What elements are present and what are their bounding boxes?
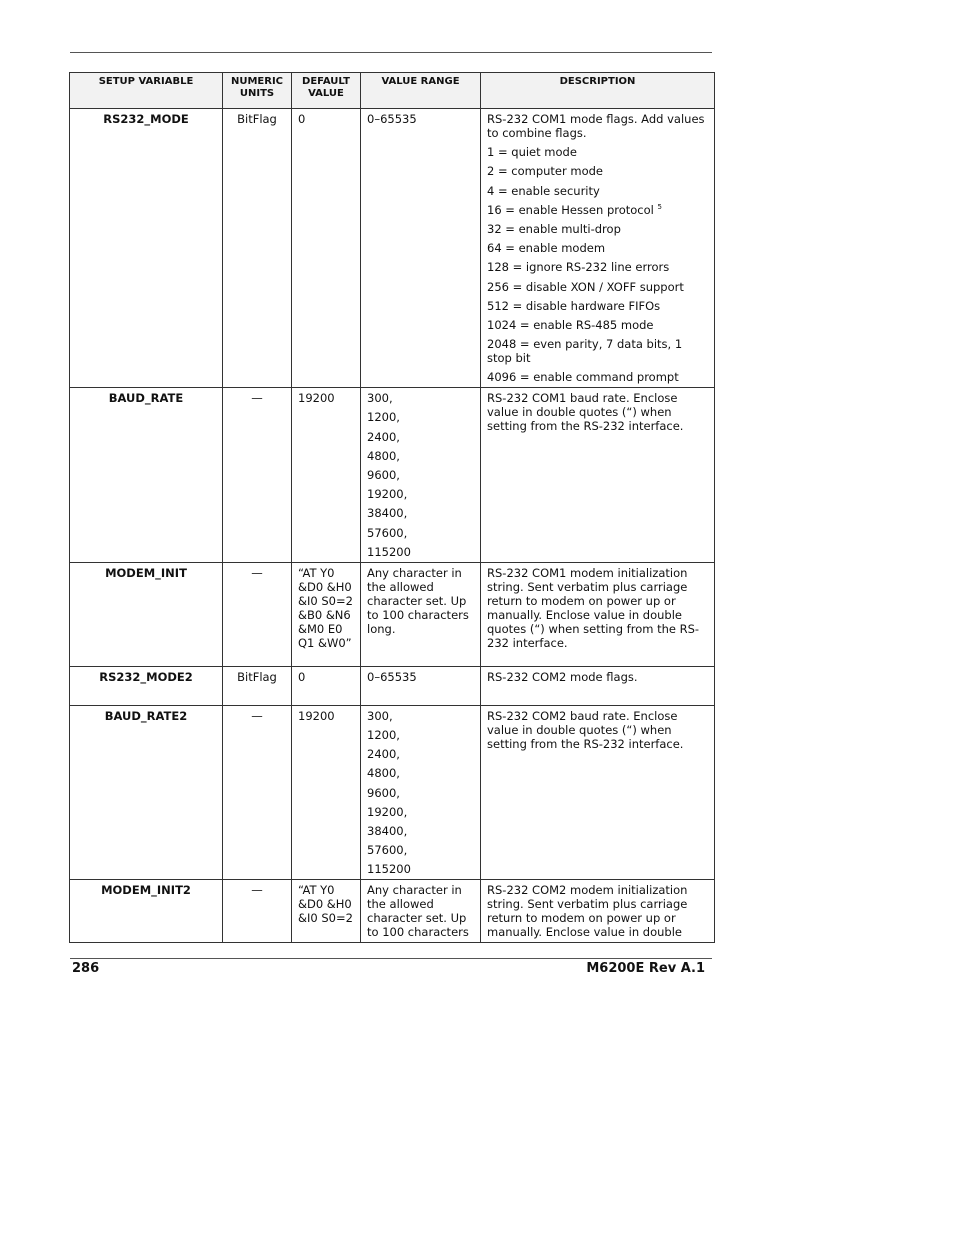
setup-variable-cell: BAUD_RATE2 (70, 705, 223, 880)
description-cell (481, 109, 715, 388)
value-range-line: 115200 (367, 544, 411, 559)
description-text: RS-232 COM1 mode flags. Add values to combine flags. (487, 112, 705, 140)
value-range-cell (361, 880, 481, 943)
footer-rule (70, 958, 712, 959)
description-line (487, 280, 708, 294)
value-range-line: 57600, (367, 843, 408, 858)
description-line (487, 337, 708, 365)
value-range-line: 4800, (367, 448, 400, 463)
value-range-line: 2400, (367, 747, 400, 762)
default-value-cell: 0 (292, 666, 361, 705)
numeric-units-cell: — (223, 880, 292, 943)
default-value-cell: 19200 (292, 705, 361, 880)
value-range-line: 115200 (367, 862, 411, 877)
description-cell (481, 666, 715, 705)
value-range-cell (361, 388, 481, 563)
description-text: 2048 = even parity, 7 data bits, 1 stop bit (487, 337, 683, 366)
value-range-line: 300, (367, 708, 393, 723)
description-text: 64 = enable modem (487, 241, 606, 256)
description-text: 2 = computer mode (487, 164, 603, 179)
header-description: DESCRIPTION (481, 73, 715, 109)
table-header-row (70, 73, 715, 109)
numeric-units-cell: — (223, 705, 292, 880)
value-range-line: 2400, (367, 429, 400, 444)
footnote-reference: 5 (657, 202, 662, 211)
description-text: 256 = disable XON / XOFF support (487, 279, 684, 294)
setup-variable-cell: BAUD_RATE (70, 388, 223, 563)
description-line (487, 318, 708, 332)
default-value-cell: “AT Y0 &D0 &H0 &I0 S0=2 &B0 &N6 &M0 E0 Q1 &W0” (292, 562, 361, 666)
description-cell (481, 880, 715, 943)
value-range-line: 19200, (367, 804, 408, 819)
description-text: RS-232 COM1 modem initialization string. Sent verbatim plus carriage return to modem on power up or manually. Enclose value in double quotes (“) when setting from the RS-232 interface. (487, 565, 700, 650)
description-line (487, 370, 708, 384)
description-text: RS-232 COM2 modem initialization string. Sent verbatim plus carriage return to modem on power up or manually. Enclose value in double (487, 883, 688, 940)
value-range-line: 0–65535 (367, 112, 417, 126)
value-range-cell (361, 109, 481, 388)
description-cell (481, 705, 715, 880)
value-range-line: Any character in the allowed character set. Up to 100 characters (367, 883, 469, 940)
numeric-units-cell: — (223, 562, 292, 666)
value-range-line: 38400, (367, 506, 408, 521)
value-range-line: 9600, (367, 785, 400, 800)
description-line (487, 184, 708, 198)
value-range-line: 1200, (367, 410, 400, 425)
description-text: 4096 = enable command prompt (487, 370, 679, 385)
description-line (487, 883, 708, 939)
header-default-value: DEFAULT VALUE (292, 73, 361, 109)
table-body (70, 109, 715, 943)
table-row (70, 388, 715, 563)
value-range-cell (361, 666, 481, 705)
description-text: 128 = ignore RS-232 line errors (487, 260, 670, 275)
description-line (487, 241, 708, 255)
description-text: 4 = enable security (487, 183, 600, 198)
numeric-units-cell: BitFlag (223, 109, 292, 388)
description-text: 32 = enable multi-drop (487, 221, 621, 236)
table-row (70, 562, 715, 666)
description-text: RS-232 COM2 mode flags. (487, 669, 638, 684)
value-range-line: 19200, (367, 487, 408, 502)
description-text: 1 = quiet mode (487, 145, 577, 160)
table-row (70, 880, 715, 943)
value-range-cell (361, 705, 481, 880)
value-range-line: 57600, (367, 525, 408, 540)
value-range-line: 9600, (367, 468, 400, 482)
description-line (487, 709, 708, 751)
table-row (70, 109, 715, 388)
description-line (487, 112, 708, 140)
table-row (70, 666, 715, 705)
value-range-line: 300, (367, 391, 393, 406)
default-value-cell: 0 (292, 109, 361, 388)
setup-variable-cell: MODEM_INIT2 (70, 880, 223, 943)
numeric-units-cell: BitFlag (223, 666, 292, 705)
value-range-line: 0–65535 (367, 669, 417, 684)
description-text: 16 = enable Hessen protocol (487, 202, 654, 217)
description-line (487, 145, 708, 159)
description-line (487, 164, 708, 178)
header-numeric-units: NUMERIC UNITS (223, 73, 292, 109)
value-range-cell (361, 562, 481, 666)
description-line (487, 203, 708, 217)
description-cell (481, 562, 715, 666)
description-line (487, 670, 708, 684)
description-text: RS-232 COM1 baud rate. Enclose value in double quotes (“) when setting from the RS-232 interface. (487, 391, 684, 434)
table-row (70, 705, 715, 880)
description-text: 1024 = enable RS-485 mode (487, 317, 654, 332)
page-number: 286 (72, 961, 100, 976)
description-text: RS-232 COM2 baud rate. Enclose value in double quotes (“) when setting from the RS-232 interface. (487, 708, 684, 751)
setup-variable-cell: RS232_MODE2 (70, 666, 223, 705)
description-line (487, 260, 708, 274)
setup-variables-table (69, 72, 715, 943)
value-range-line: 4800, (367, 766, 400, 781)
value-range-line: Any character in the allowed character set. Up to 100 characters long. (367, 565, 469, 636)
value-range-line: 1200, (367, 727, 400, 742)
document-id: M6200E Rev A.1 (586, 961, 705, 976)
header-setup-variable: SETUP VARIABLE (70, 73, 223, 109)
description-line (487, 222, 708, 236)
setup-variable-cell: MODEM_INIT (70, 562, 223, 666)
description-line (487, 391, 708, 433)
numeric-units-cell: — (223, 388, 292, 563)
default-value-cell: “AT Y0 &D0 &H0 &I0 S0=2 (292, 880, 361, 943)
setup-variable-cell: RS232_MODE (70, 109, 223, 388)
description-line (487, 299, 708, 313)
description-line (487, 566, 708, 650)
header-rule (70, 52, 712, 53)
value-range-line: 38400, (367, 823, 408, 838)
description-cell (481, 388, 715, 563)
default-value-cell: 19200 (292, 388, 361, 563)
description-text: 512 = disable hardware FIFOs (487, 298, 661, 313)
header-value-range: VALUE RANGE (361, 73, 481, 109)
